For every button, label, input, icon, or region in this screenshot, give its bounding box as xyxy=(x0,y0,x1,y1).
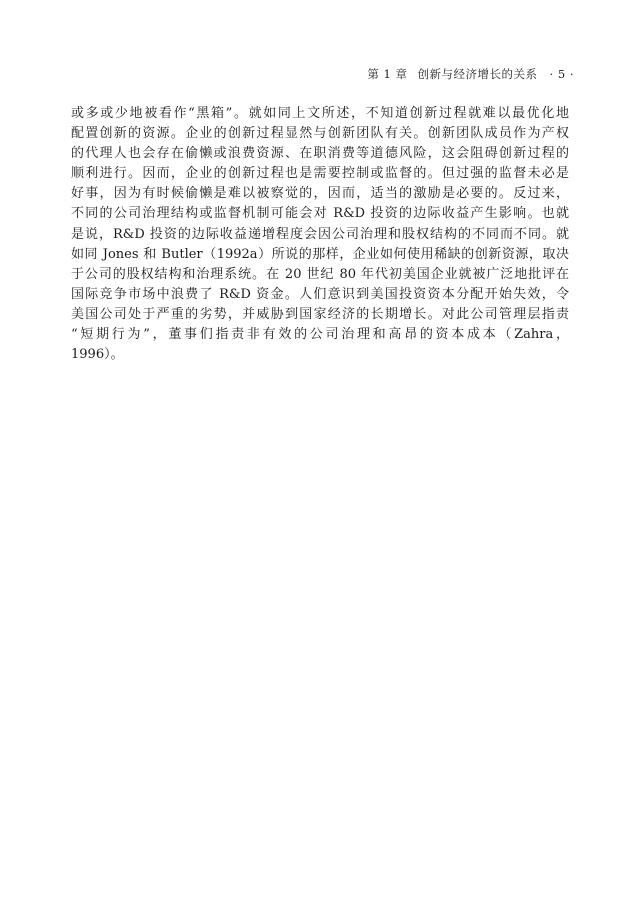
paragraph-line: 配置创新的资源。企业的创新过程显然与创新团队有关。创新团队成员作为产权 xyxy=(71,126,569,142)
paragraph-line: “短期行为”，董事们指责非有效的公司治理和高昂的资本成本（Zahra， xyxy=(71,327,569,343)
paragraph-line: 如同 Jones 和 Butler（1992a）所说的那样，企业如何使用稀缺的创新资源，取决 xyxy=(71,246,569,262)
page-number: · 5 · xyxy=(549,67,574,81)
running-header xyxy=(367,66,574,82)
body-paragraph xyxy=(71,104,569,365)
paragraph-line: 的代理人也会存在偷懒或浪费资源、在职消费等道德风险，这会阻碍创新过程的 xyxy=(71,146,569,162)
paragraph-line: 好事，因为有时候偷懒是难以被察觉的，因而，适当的激励是必要的。反过来， xyxy=(71,186,569,202)
paragraph-line: 于公司的股权结构和治理系统。在 20 世纪 80 年代初美国企业就被广泛地批评在 xyxy=(71,266,569,282)
paragraph-line: 国际竞争市场中浪费了 R&D 资金。人们意识到美国投资资本分配开始失效，令 xyxy=(71,286,569,302)
paragraph-line: 顺利进行。因而，企业的创新过程也是需要控制或监督的。但过强的监督未必是 xyxy=(71,166,569,182)
chapter-title: 创新与经济增长的关系 xyxy=(417,67,538,81)
chapter-number: 第 1 章 xyxy=(367,67,408,81)
paragraph-line: 不同的公司治理结构或监督机制可能会对 R&D 投资的边际收益产生影响。也就 xyxy=(71,206,569,222)
paragraph-line: 是说，R&D 投资的边际收益递增程度会因公司治理和股权结构的不同而不同。就 xyxy=(71,226,569,242)
paragraph-line: 或多或少地被看作“黑箱”。就如同上文所述，不知道创新过程就难以最优化地 xyxy=(71,106,569,121)
paragraph-line: 美国公司处于严重的劣势，并威胁到国家经济的长期增长。对此公司管理层指责 xyxy=(71,306,569,322)
paragraph-line: 1996）。 xyxy=(71,347,124,363)
